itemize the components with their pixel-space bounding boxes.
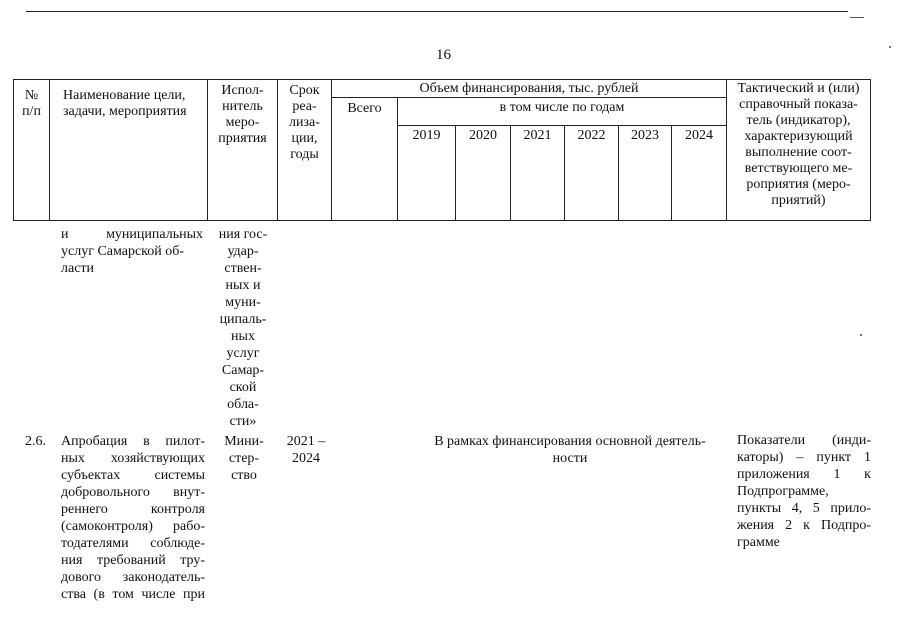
col-total-header: Всего [347,101,382,116]
row-funding-note: В рамках финансирования основной деятель- ности [434,434,706,466]
row-name-line: субъектах системы [61,468,205,483]
row-number: 2.6. [25,434,46,449]
col-indicator-header: Тактический и (или) справочный показа- тель (индикатор), характеризующий выполнение соот- ветствующего ме- роприятия (меро- приятий) [737,81,860,208]
row-name-line: реннего контроля [61,502,205,517]
table-header [13,79,871,221]
col-by-year-header: в том числе по годам [499,100,625,115]
col-name-header: Наименование цели, задачи, мероприятия [63,88,187,119]
row-indicator-line: жения 2 к Подпро- [737,518,871,533]
row-name-line: ных хозяйствующих [61,451,205,466]
row-indicator-line: грамме [737,535,780,550]
row-name-line: тодателями соблюде- [61,536,205,551]
row-indicator-line: пункты 4, 5 прило- [737,501,871,516]
row-name-line: ния требований тру- [61,553,205,568]
year-2019: 2019 [412,128,441,143]
col-funding-header: Объем финансирования, тыс. рублей [419,81,639,96]
cont-name-line: услуг Самарской об- [61,244,185,259]
year-2024: 2024 [685,128,713,143]
year-2021: 2021 [523,128,552,143]
col-executor-header: Испол- нитель меро- приятия [218,83,267,146]
row-term-cell: 2021 – 2024 [286,434,326,466]
row-name-line: Апробация в пилот- [61,434,205,449]
scan-speck [860,334,862,336]
row-name-line: ства (в том числе при [61,587,205,602]
row-indicator-line: каторы) – пункт 1 [737,450,871,465]
cont-executor-cell: ния гос- удар- ствен- ных и муни- ципаль- ных услуг Самар- ской обла- сти» [218,227,268,429]
row-name-line: (самоконтроля) рабо- [61,519,205,534]
year-2022: 2022 [577,128,606,143]
col-term-header: Срок реа- лиза- ции, годы [289,83,320,162]
cont-name-line: и муниципальных [61,227,203,242]
row-indicator-line: приложения 1 к [737,467,871,482]
row-indicator-line: Подпрограмме, [737,484,829,499]
row-indicator-line: Показатели (инди- [737,433,871,448]
row-name-line: дового законодатель- [61,570,205,585]
top-border-line [26,11,848,12]
year-2023: 2023 [631,128,659,143]
row-name-line: добровольного внут- [61,485,205,500]
col-num-header: № п/п [22,88,41,119]
scan-mark [850,17,864,18]
year-2020: 2020 [469,128,497,143]
cont-name-line: ласти [61,261,95,276]
row-executor-cell: Мини- стер- ство [224,434,264,483]
page-number: 16 [436,47,451,63]
scan-speck [889,46,891,48]
